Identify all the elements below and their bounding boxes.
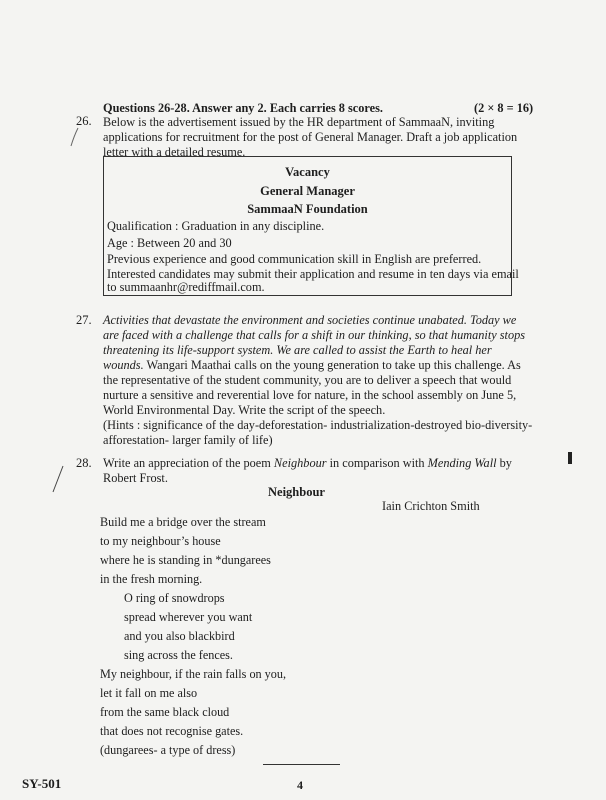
poem-line: in the fresh morning. [100,572,203,586]
poem-line: let it fall on me also [100,686,198,700]
poem-line: where he is standing in *dungarees [100,553,271,567]
q28-poem-name-2: Mending Wall [427,456,497,470]
q28-line: Robert Frost. [103,471,168,485]
poem-line: sing across the fences. [124,648,233,662]
ad-heading-vacancy: Vacancy [285,165,330,179]
section-marks: (2 × 8 = 16) [474,101,534,115]
q27-hints-line: (Hints : significance of the day-deforestation- industrialization-destroyed bio-diversity- [103,418,533,432]
vacancy-advertisement-box [103,156,519,296]
pen-mark-icon [50,464,66,494]
ad-qualification: Qualification : Graduation in any discipline. [107,219,325,233]
q27-line-text: Wangari Maathai calls on the young generation to take up this challenge. As [143,358,521,372]
ad-age: Age : Between 20 and 30 [107,236,232,250]
q27-quote-line: are faced with a challenge that calls for a shift in our thinking, so that humanity stops [103,328,526,342]
poem-author: Iain Crichton Smith [382,499,480,513]
poem-line: spread wherever you want [124,610,253,624]
poem-line: to my neighbour’s house [100,534,221,548]
pen-mark-icon [68,126,82,148]
q27-hints-line: afforestation- larger family of life) [103,433,273,447]
section-instructions: Questions 26-28. Answer any 2. Each carries 8 scores. [103,101,383,115]
margin-mark [568,452,572,464]
q27-line [103,358,521,373]
question-number-27: 27. [76,313,92,327]
poem-line: from the same black cloud [100,705,230,719]
q27-quote-line: threatening its life-support system. We are called to assist the Earth to heal her [103,343,492,357]
q28-text: by [496,456,512,470]
poem-line: Build me a bridge over the stream [100,515,266,529]
poem-line: O ring of snowdrops [124,591,225,605]
q27-line: World Environmental Day. Write the script of the speech. [103,403,386,417]
q27-quote-line: Activities that devastate the environment and societies continue unabated. Today we [103,313,517,327]
footer-divider [263,764,340,765]
poem-footnote: (dungarees- a type of dress) [100,743,236,757]
poem-line: and you also blackbird [124,629,235,643]
ad-heading-position: General Manager [260,184,355,198]
q27-quote-end: wounds. [103,358,144,372]
q27-line: the representative of the student community, you are to deliver a speech that would [103,373,512,387]
q28-poem-name: Neighbour [273,456,327,470]
poem-line: that does not recognise gates. [100,724,244,738]
poem-title: Neighbour [268,485,325,499]
q28-text: Write an appreciation of the poem [103,456,274,470]
ad-apply-line: Interested candidates may submit their application and resume in ten days via email [107,267,519,281]
q28-text: in comparison with [326,456,428,470]
q26-line: applications for recruitment for the post of General Manager. Draft a job application [103,130,518,144]
question-number-28: 28. [76,456,92,470]
q27-line: nurture a sensitive and reverential love for nature, in the school assembly on June 5, [103,388,517,402]
q26-line: letter with a detailed resume. [103,145,246,159]
q26-line: Below is the advertisement issued by the HR department of SammaaN, inviting [103,115,495,129]
ad-email-line: to summaanhr@rediffmail.com. [107,280,265,294]
paper-code: SY-501 [22,776,62,791]
ad-experience: Previous experience and good communication skill in English are preferred. [107,252,482,266]
page-number: 4 [297,778,303,792]
q28-line [103,456,512,471]
question-number-26: 26. [76,114,92,128]
ad-heading-organization: SammaaN Foundation [247,202,368,216]
poem-line: My neighbour, if the rain falls on you, [100,667,287,681]
